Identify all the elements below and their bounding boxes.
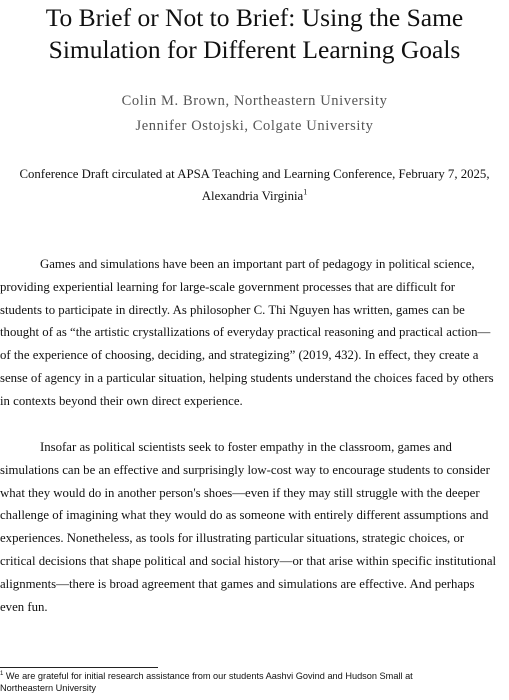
- footnote-line-2: Northeastern University: [0, 683, 96, 693]
- paragraph-line: experiences. Nonetheless, as tools for illustrating particular situations, strategic choices, or: [0, 531, 465, 546]
- author-2: Jennifer Ostojski, Colgate University: [135, 118, 374, 134]
- paragraph-line: sense of agency in a particular situation, helping students understand the choices faced by others: [0, 370, 494, 385]
- footnote: [0, 670, 509, 694]
- paragraph-line: in contexts beyond their own direct experience.: [0, 393, 243, 408]
- conference-line-1: Conference Draft circulated at APSA Teaching and Learning Conference, February 7, 2025,: [19, 167, 490, 181]
- paragraph-line: Insofar as political scientists seek to foster empathy in the classroom, games and: [40, 440, 452, 454]
- footnote-line-1: [0, 670, 509, 682]
- author-1: Colin M. Brown, Northeastern University: [121, 93, 388, 109]
- paragraph-line: challenge of imagining what they would do as someone with entirely different assumptions and: [0, 508, 489, 523]
- paragraph-line: alignments—there is broad agreement that games and simulations are effective. And perhaps: [0, 576, 475, 591]
- paragraph-line: Games and simulations have been an important part of pedagogy in political science,: [40, 257, 475, 271]
- paper-title: [0, 2, 509, 66]
- paragraph-line: even fun.: [0, 599, 48, 614]
- conference-line-2: [0, 185, 509, 207]
- paragraph-line: what they would do in another person's shoes—even if they may still struggle with the deeper: [0, 485, 480, 500]
- paragraph-line: critical decisions that shape political and social history—or that arise within specific institutional: [0, 553, 497, 568]
- paragraph-line: students to participate in directly. As philosopher C. Thi Nguyen has written, games can be: [0, 302, 465, 317]
- title-line-2: Simulation for Different Learning Goals: [48, 35, 461, 64]
- body-paragraph-1: [0, 253, 509, 413]
- footnote-reference[interactable]: 1: [303, 187, 308, 197]
- conference-note: [0, 163, 509, 207]
- paragraph-line: simulations can be an effective and surprisingly low-cost way to encourage students to consider: [0, 462, 490, 477]
- paragraph-line: of the experience of choosing, deciding, and strategizing” (2019, 432). In effect, they create a: [0, 348, 479, 363]
- body-paragraph-2: [0, 436, 509, 618]
- footnote-divider: [0, 667, 158, 668]
- paragraph-line: thought of as “the artistic crystallizations of everyday practical reasoning and practical action—: [0, 325, 491, 340]
- footnote-marker: 1: [0, 670, 4, 677]
- title-line-1: To Brief or Not to Brief: Using the Same: [45, 3, 464, 32]
- paragraph-line: providing experiential learning for large-scale government processes that are difficult for: [0, 279, 456, 294]
- footnote-text-1: We are grateful for initial research assistance from our students Aashvi Govind and Hudson Small at: [3, 671, 413, 681]
- conference-location: Alexandria Virginia: [201, 189, 304, 203]
- author-list: [0, 89, 509, 139]
